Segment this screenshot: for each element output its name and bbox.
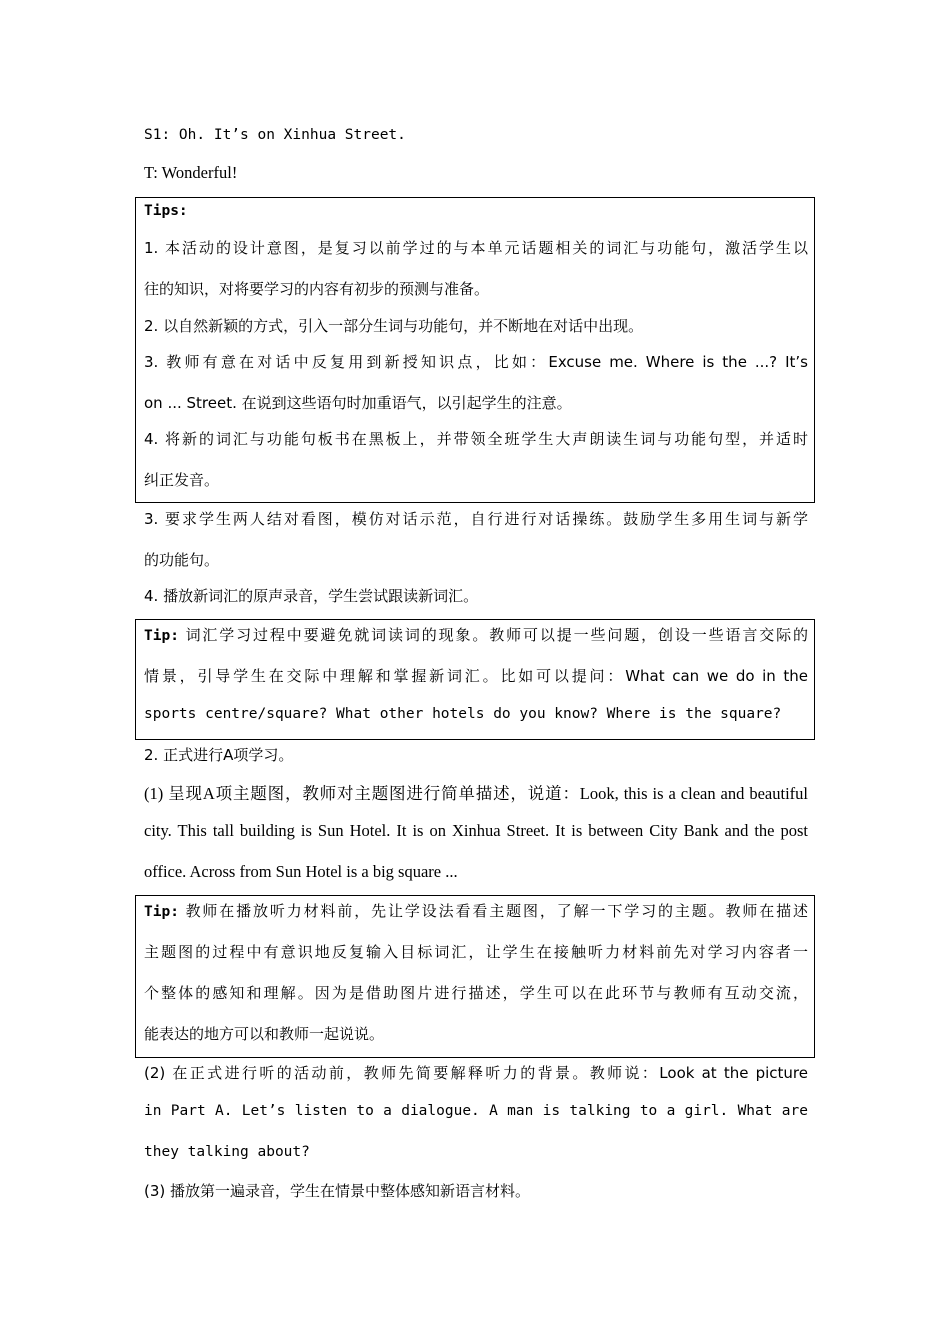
tip-line: Tip: 词汇学习过程中要避免就词读词的现象。教师可以提一些问题，创设一些语言交际的	[144, 626, 808, 644]
item1-line: office. Across from Sun Hotel is a big square ...	[144, 862, 458, 881]
tip-line: 个整体的感知和理解。因为是借助图片进行描述，学生可以在此环节与教师有互动交流，	[144, 984, 808, 1002]
item3-line: (3) 播放第一遍录音，学生在情景中整体感知新语言材料。	[144, 1182, 531, 1200]
tip-line: 能表达的地方可以和教师一起说说。	[144, 1025, 385, 1043]
tips-line: 1. 本活动的设计意图，是复习以前学过的与本单元话题相关的词汇与功能句，激活学生以	[144, 239, 808, 257]
tips-line: 2. 以自然新颖的方式，引入一部分生词与功能句，并不断地在对话中出现。	[144, 317, 644, 335]
tip-line: 主题图的过程中有意识地反复输入目标词汇，让学生在接触听力材料前先对学习内容者一	[144, 943, 808, 961]
item2-line: they talking about?	[144, 1144, 310, 1160]
item2-line: in Part A. Let’s listen to a dialogue. A man is talking to a girl. What are	[144, 1103, 808, 1119]
tip-line: Tip: 教师在播放听力材料前，先让学设法看看主题图，了解一下学习的主题。教师在描述	[144, 902, 808, 920]
tips-line: 3. 教师有意在对话中反复用到新授知识点，比如：Excuse me. Where is the ...? It’s	[144, 353, 808, 371]
tip-box-3	[135, 895, 815, 1058]
section-2-heading: 2. 正式进行A项学习。	[144, 746, 294, 764]
dialogue-t: T: Wonderful!	[144, 163, 238, 182]
step3-line: 3. 要求学生两人结对看图，模仿对话示范，自行进行对话操练。鼓励学生多用生词与新学	[144, 510, 808, 528]
tip-line: 情景，引导学生在交际中理解和掌握新词汇。比如可以提问：What can we do in the	[144, 667, 808, 685]
tip-box-2	[135, 619, 815, 740]
tip-label: Tip:	[144, 628, 179, 644]
tips-box-1	[135, 197, 815, 503]
step4-line: 4. 播放新词汇的原声录音，学生尝试跟读新词汇。	[144, 587, 479, 605]
tip-label: Tip:	[144, 904, 179, 920]
tips-heading: Tips:	[144, 203, 188, 219]
tips-line: on ... Street. 在说到这些语句时加重语气，以引起学生的注意。	[144, 394, 572, 412]
tips-line: 往的知识，对将要学习的内容有初步的预测与准备。	[144, 280, 490, 298]
tips-line: 4. 将新的词汇与功能句板书在黑板上，并带领全班学生大声朗读生词与功能句型，并适时	[144, 430, 808, 448]
tip-line: sports centre/square? What other hotels do you know? Where is the square?	[144, 706, 782, 722]
tips-line: 纠正发音。	[144, 471, 220, 489]
item1-line: (1) 呈现A项主题图，教师对主题图进行简单描述，说道：Look, this is a clean and beautiful	[144, 784, 808, 803]
item1-line: city. This tall building is Sun Hotel. It is on Xinhua Street. It is between City Bank and the post	[144, 821, 808, 840]
dialogue-s1: S1: Oh. It’s on Xinhua Street.	[144, 127, 406, 143]
step3-line: 的功能句。	[144, 551, 220, 569]
item2-line: (2) 在正式进行听的活动前，教师先简要解释听力的背景。教师说：Look at the picture	[144, 1064, 808, 1082]
